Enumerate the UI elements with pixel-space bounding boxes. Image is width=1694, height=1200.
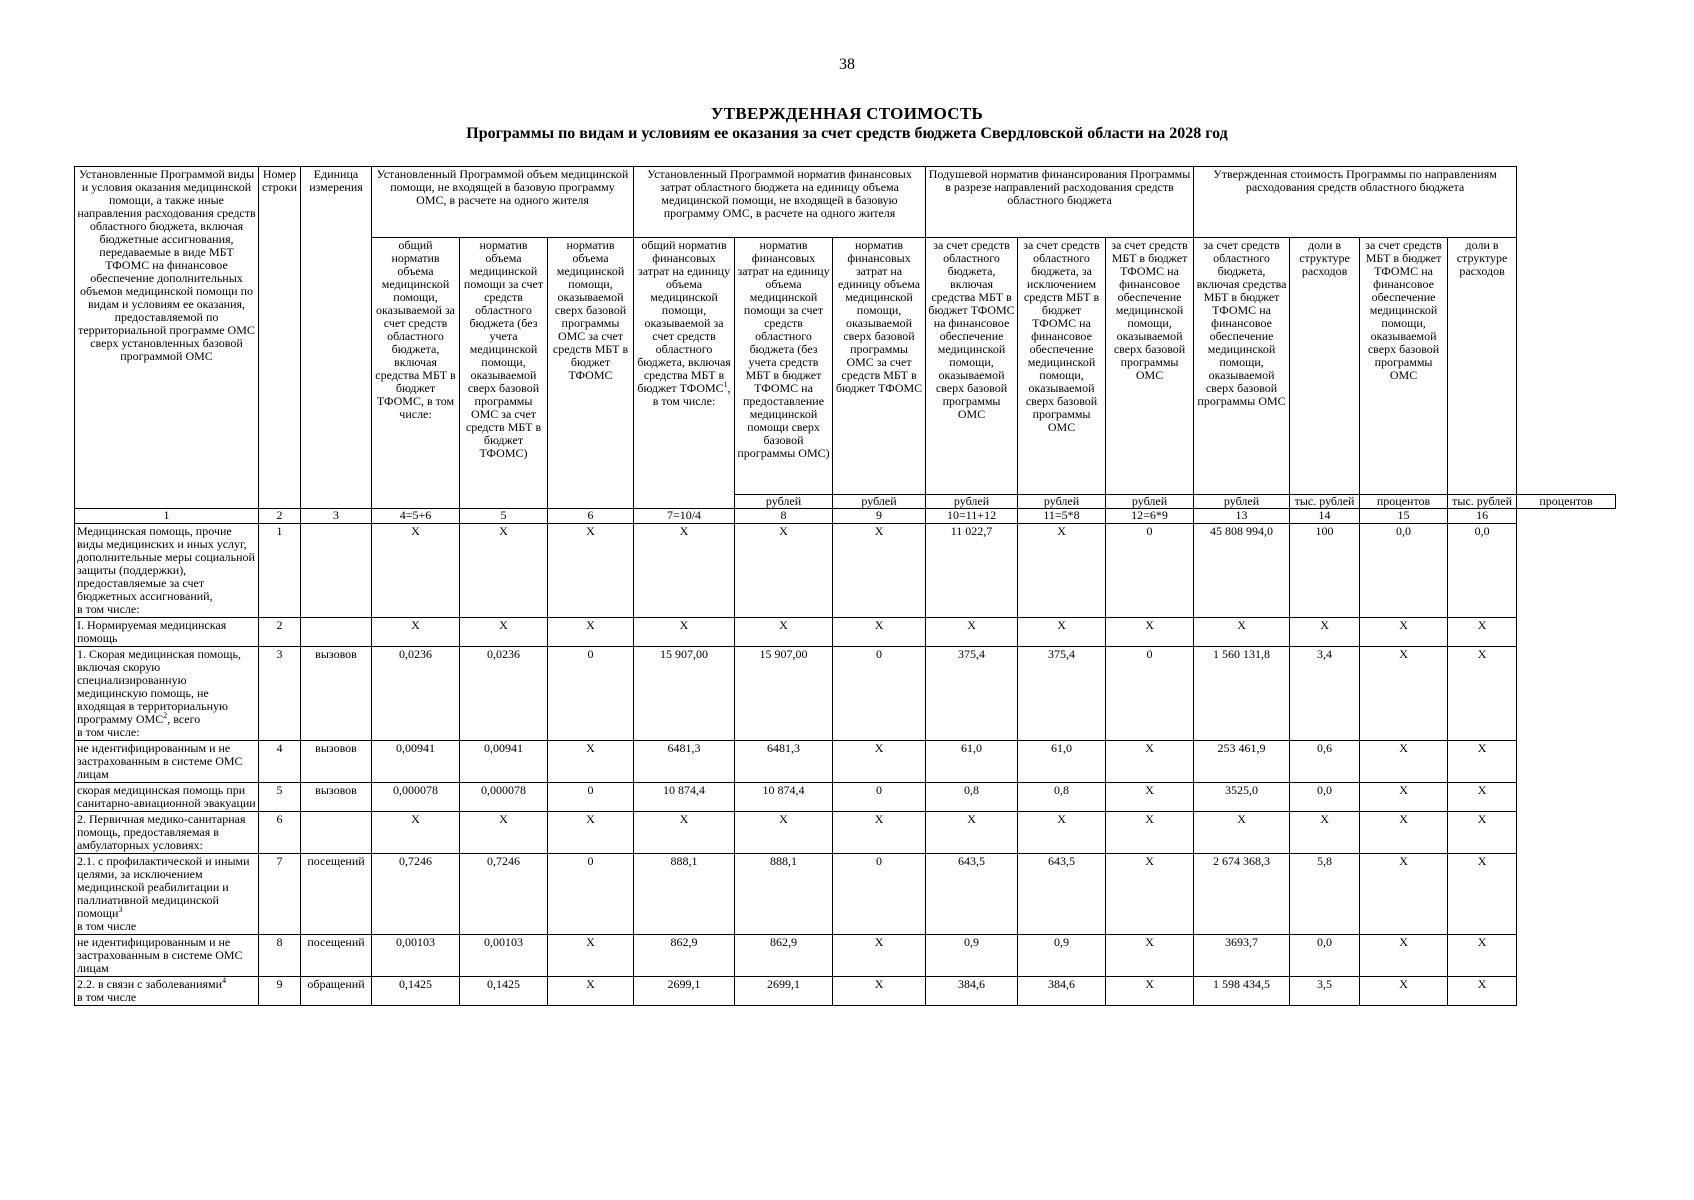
cell-c8: X: [735, 524, 833, 618]
row-label: 2.2. в связи с заболеваниями$^4$ в том числе: [75, 977, 259, 1006]
column-number: 10=11+12: [926, 509, 1018, 524]
cell-c13: X: [1194, 812, 1290, 854]
header-group-volume: Установленный Программой объем медицинской помощи, не входящей в базовую программу ОМС, в расчете на одного жителя: [372, 167, 634, 238]
table-row: [75, 524, 1616, 618]
cell-unit: вызовов: [301, 741, 372, 783]
cell-c4: X: [372, 524, 460, 618]
column-number: 1: [75, 509, 259, 524]
column-number: 8: [735, 509, 833, 524]
cell-c6: X: [548, 524, 634, 618]
cell-no: 2: [259, 618, 301, 647]
cell-c16: X: [1448, 977, 1517, 1006]
table-row: [75, 812, 1616, 854]
row-label: 1. Скорая медицинская помощь, включая скорую специализированную медицинскую помощь, не входящая в территориальную программу ОМС$^2$, всего в том числе:: [75, 647, 259, 741]
cell-c12: X: [1106, 977, 1194, 1006]
unit-cell: процентов: [1360, 495, 1448, 509]
cell-c6: 0: [548, 647, 634, 741]
cell-c15: X: [1360, 783, 1448, 812]
cell-c7: 6481,3: [634, 741, 735, 783]
cell-c14: 3,4: [1290, 647, 1360, 741]
cell-c6: X: [548, 741, 634, 783]
cell-c4: 0,1425: [372, 977, 460, 1006]
cell-c8: 862,9: [735, 935, 833, 977]
cell-c11: 0,9: [1018, 935, 1106, 977]
cell-c9: 0: [833, 854, 926, 935]
cell-c13: 253 461,9: [1194, 741, 1290, 783]
cell-c13: 45 808 994,0: [1194, 524, 1290, 618]
column-number: 12=6*9: [1106, 509, 1194, 524]
header-c15: за счет средств МБТ в бюджет ТФОМС на финансовое обеспечение медицинской помощи, оказываемой сверх базовой программы ОМС: [1360, 238, 1448, 495]
cell-c9: X: [833, 935, 926, 977]
cell-c11: 643,5: [1018, 854, 1106, 935]
cell-c9: X: [833, 977, 926, 1006]
cell-c11: 0,8: [1018, 783, 1106, 812]
header-c11: за счет средств областного бюджета, за исключением средств МБТ в бюджет ТФОМС на финансовое обеспечение медицинской помощи, оказываемой сверх базовой программы ОМС: [1018, 238, 1106, 495]
cell-c6: X: [548, 812, 634, 854]
cell-c5: 0,00941: [460, 741, 548, 783]
cell-c8: 888,1: [735, 854, 833, 935]
header-type: Установленные Программой виды и условия оказания медицинской помощи, а также иные направления расходования средств областного бюджета, включая бюджетные ассигнования, передаваемые в виде МБТ ТФОМС на финансовое обеспечение дополнительных объемов медицинской помощи по видам и условиям ее оказания, предоставляемой по территориальной программе ОМС сверх установленных базовой программой ОМС: [75, 167, 259, 509]
unit-cell: рублей: [1018, 495, 1106, 509]
row-label: не идентифицированным и не застрахованным в системе ОМС лицам: [75, 935, 259, 977]
cell-c10: X: [926, 812, 1018, 854]
cell-c6: X: [548, 935, 634, 977]
cell-c10: 643,5: [926, 854, 1018, 935]
cell-c9: X: [833, 524, 926, 618]
header-unit: Единица измерения: [301, 167, 372, 509]
cell-c7: X: [634, 618, 735, 647]
cell-c14: 5,8: [1290, 854, 1360, 935]
cell-c4: 0,0236: [372, 647, 460, 741]
cell-c4: X: [372, 812, 460, 854]
cell-c12: 0: [1106, 524, 1194, 618]
cell-c10: X: [926, 618, 1018, 647]
cell-c14: 3,5: [1290, 977, 1360, 1006]
cell-c11: 384,6: [1018, 977, 1106, 1006]
table-row: [75, 977, 1616, 1006]
row-label: 2. Первичная медико-санитарная помощь, предоставляемая в амбулаторных условиях:: [75, 812, 259, 854]
header-row-number: Номер строки: [259, 167, 301, 509]
unit-cell: рублей: [1194, 495, 1290, 509]
header-c14: доли в структуре расходов: [1290, 238, 1360, 495]
cell-c4: 0,7246: [372, 854, 460, 935]
cell-c10: 0,9: [926, 935, 1018, 977]
cell-c10: 61,0: [926, 741, 1018, 783]
row-label: I. Нормируемая медицинская помощь: [75, 618, 259, 647]
row-label: 2.1. с профилактической и иными целями, за исключением медицинской реабилитации и паллиативной медицинской помощи$^3$ в том числе: [75, 854, 259, 935]
cell-c7: 2699,1: [634, 977, 735, 1006]
cell-c7: 888,1: [634, 854, 735, 935]
cell-c10: 0,8: [926, 783, 1018, 812]
column-number: 15: [1360, 509, 1448, 524]
table-row: [75, 741, 1616, 783]
cell-c9: 0: [833, 647, 926, 741]
cell-c8: X: [735, 812, 833, 854]
cell-no: 6: [259, 812, 301, 854]
cell-c7: X: [634, 812, 735, 854]
cell-c6: X: [548, 977, 634, 1006]
header-c13: за счет средств областного бюджета, включая средства МБТ в бюджет ТФОМС на финансовое обеспечение медицинской помощи, оказываемой сверх базовой программы ОМС: [1194, 238, 1290, 495]
header-group-approved: Утвержденная стоимость Программы по направлениям расходования средств областного бюджета: [1194, 167, 1517, 238]
column-number: 7=10/4: [634, 509, 735, 524]
cell-c13: 1 560 131,8: [1194, 647, 1290, 741]
cell-c13: 3693,7: [1194, 935, 1290, 977]
column-number: 4=5+6: [372, 509, 460, 524]
cell-c14: 0,0: [1290, 783, 1360, 812]
cell-c14: X: [1290, 618, 1360, 647]
cell-c13: 1 598 434,5: [1194, 977, 1290, 1006]
cell-unit: вызовов: [301, 647, 372, 741]
page-number: 38: [839, 56, 855, 73]
header-c8: норматив финансовых затрат на единицу объема медицинской помощи за счет средств областного бюджета (без учета средств МБТ в бюджет ТФОМС на предоставление медицинской помощи сверх базовой программы ОМС): [735, 238, 833, 495]
unit-cell: рублей: [735, 495, 833, 509]
cell-c15: X: [1360, 741, 1448, 783]
unit-cell: рублей: [926, 495, 1018, 509]
cell-c5: 0,7246: [460, 854, 548, 935]
header-group-percapita: Подушевой норматив финансирования Программы в разрезе направлений расходования средств областного бюджета: [926, 167, 1194, 238]
cell-c11: 61,0: [1018, 741, 1106, 783]
cell-c13: 2 674 368,3: [1194, 854, 1290, 935]
document-subtitle: Программы по видам и условиям ее оказания за счет средств бюджета Свердловской области на 2028 год: [466, 125, 1228, 142]
cell-c10: 384,6: [926, 977, 1018, 1006]
cell-c5: 0,00103: [460, 935, 548, 977]
cell-c6: 0: [548, 783, 634, 812]
cell-c4: 0,00941: [372, 741, 460, 783]
cell-unit: [301, 524, 372, 618]
column-number: 9: [833, 509, 926, 524]
table-row: [75, 854, 1616, 935]
cell-c8: 6481,3: [735, 741, 833, 783]
cell-c5: 0,1425: [460, 977, 548, 1006]
unit-cell: тыс. рублей: [1448, 495, 1517, 509]
cell-c14: 100: [1290, 524, 1360, 618]
column-number: 5: [460, 509, 548, 524]
cell-c9: X: [833, 618, 926, 647]
cell-c16: X: [1448, 647, 1517, 741]
header-c4: общий норматив объема медицинской помощи, оказываемой за счет средств областного бюджета, включая средства МБТ в бюджет ТФОМС, в том числе:: [372, 238, 460, 509]
cell-c4: 0,000078: [372, 783, 460, 812]
cell-c12: X: [1106, 618, 1194, 647]
table-row: [75, 935, 1616, 977]
cell-c9: 0: [833, 783, 926, 812]
cell-c8: 2699,1: [735, 977, 833, 1006]
cell-c15: X: [1360, 977, 1448, 1006]
cell-c12: 0: [1106, 647, 1194, 741]
column-number: 6: [548, 509, 634, 524]
cell-c16: 0,0: [1448, 524, 1517, 618]
cell-c7: 10 874,4: [634, 783, 735, 812]
row-label: скорая медицинская помощь при санитарно-авиационной эвакуации: [75, 783, 259, 812]
column-number: 3: [301, 509, 372, 524]
cell-c16: X: [1448, 854, 1517, 935]
cell-c15: X: [1360, 647, 1448, 741]
cell-c5: 0,000078: [460, 783, 548, 812]
cell-c7: 15 907,00: [634, 647, 735, 741]
document-title: УТВЕРЖДЕННАЯ СТОИМОСТЬ: [710, 104, 984, 123]
cell-c14: X: [1290, 812, 1360, 854]
cell-c14: 0,6: [1290, 741, 1360, 783]
cell-c9: X: [833, 812, 926, 854]
cell-c4: X: [372, 618, 460, 647]
header-c5: норматив объема медицинской помощи за счет средств областного бюджета (без учета медицинской помощи, оказываемой сверх базовой программы ОМС за счет средств МБТ в бюджет ТФОМС): [460, 238, 548, 509]
table-row: [75, 647, 1616, 741]
cell-c11: X: [1018, 812, 1106, 854]
header-c16: доли в структуре расходов: [1448, 238, 1517, 495]
cell-c5: 0,0236: [460, 647, 548, 741]
unit-cell: рублей: [1106, 495, 1194, 509]
cell-unit: посещений: [301, 854, 372, 935]
cell-c15: X: [1360, 812, 1448, 854]
cell-unit: обращений: [301, 977, 372, 1006]
column-number: 11=5*8: [1018, 509, 1106, 524]
header-c10: за счет средств областного бюджета, включая средства МБТ в бюджет ТФОМС на финансовое обеспечение медицинской помощи, оказываемой сверх базовой программы ОМС: [926, 238, 1018, 495]
cell-unit: вызовов: [301, 783, 372, 812]
cell-c7: X: [634, 524, 735, 618]
cell-c16: X: [1448, 618, 1517, 647]
cell-c12: X: [1106, 812, 1194, 854]
cell-c8: 10 874,4: [735, 783, 833, 812]
column-number: 16: [1448, 509, 1517, 524]
cell-no: 3: [259, 647, 301, 741]
cell-c16: X: [1448, 812, 1517, 854]
cell-c13: 3525,0: [1194, 783, 1290, 812]
cell-c15: X: [1360, 935, 1448, 977]
column-number: 2: [259, 509, 301, 524]
cell-c11: 375,4: [1018, 647, 1106, 741]
cell-c8: 15 907,00: [735, 647, 833, 741]
cell-unit: [301, 618, 372, 647]
cell-c13: X: [1194, 618, 1290, 647]
cell-c5: X: [460, 524, 548, 618]
unit-cell: процентов: [1517, 495, 1616, 509]
cell-c15: X: [1360, 618, 1448, 647]
cell-c9: X: [833, 741, 926, 783]
cell-c12: X: [1106, 935, 1194, 977]
cell-c16: X: [1448, 741, 1517, 783]
cell-unit: [301, 812, 372, 854]
cell-no: 9: [259, 977, 301, 1006]
cell-c15: X: [1360, 854, 1448, 935]
cell-c6: 0: [548, 854, 634, 935]
cell-no: 5: [259, 783, 301, 812]
table-row: [75, 783, 1616, 812]
header-c12: за счет средств МБТ в бюджет ТФОМС на финансовое обеспечение медицинской помощи, оказываемой сверх базовой программы ОМС: [1106, 238, 1194, 495]
cell-c8: X: [735, 618, 833, 647]
cell-c11: X: [1018, 618, 1106, 647]
unit-cell: тыс. рублей: [1290, 495, 1360, 509]
cell-unit: посещений: [301, 935, 372, 977]
cell-c7: 862,9: [634, 935, 735, 977]
column-number: 13: [1194, 509, 1290, 524]
cell-c12: X: [1106, 741, 1194, 783]
cost-table: [74, 166, 1616, 1006]
cell-no: 4: [259, 741, 301, 783]
cell-c16: X: [1448, 935, 1517, 977]
cell-c5: X: [460, 618, 548, 647]
cell-c14: 0,0: [1290, 935, 1360, 977]
cell-c11: X: [1018, 524, 1106, 618]
row-label: не идентифицированным и не застрахованным в системе ОМС лицам: [75, 741, 259, 783]
cell-no: 1: [259, 524, 301, 618]
header-c9: норматив финансовых затрат на единицу объема медицинской помощи, оказываемой сверх базовой программы ОМС за счет средств МБТ в бюджет ТФОМС: [833, 238, 926, 495]
cell-c16: X: [1448, 783, 1517, 812]
header-group-cost: Установленный Программой норматив финансовых затрат областного бюджета на единицу объема медицинской помощи, не входящей в базовую программу ОМС, в расчете на одного жителя: [634, 167, 926, 238]
row-label: Медицинская помощь, прочие виды медицинских и иных услуг, дополнительные меры социальной защиты (поддержки), предоставляемые за счет бюджетных ассигнований, в том числе:: [75, 524, 259, 618]
cell-c12: X: [1106, 783, 1194, 812]
cell-c10: 11 022,7: [926, 524, 1018, 618]
cell-no: 7: [259, 854, 301, 935]
cell-c5: X: [460, 812, 548, 854]
header-c6: норматив объема медицинской помощи, оказываемой сверх базовой программы ОМС за счет средств МБТ в бюджет ТФОМС: [548, 238, 634, 509]
unit-cell: рублей: [833, 495, 926, 509]
cell-no: 8: [259, 935, 301, 977]
header-c7: общий норматив финансовых затрат на единицу объема медицинской помощи, оказываемой за счет средств областного бюджета, включая средства МБТ в бюджет ТФОМС$^1$, в том числе:: [634, 238, 735, 509]
cell-c10: 375,4: [926, 647, 1018, 741]
cell-c4: 0,00103: [372, 935, 460, 977]
column-number: 14: [1290, 509, 1360, 524]
table-row: [75, 618, 1616, 647]
cell-c15: 0,0: [1360, 524, 1448, 618]
cell-c6: X: [548, 618, 634, 647]
cell-c12: X: [1106, 854, 1194, 935]
